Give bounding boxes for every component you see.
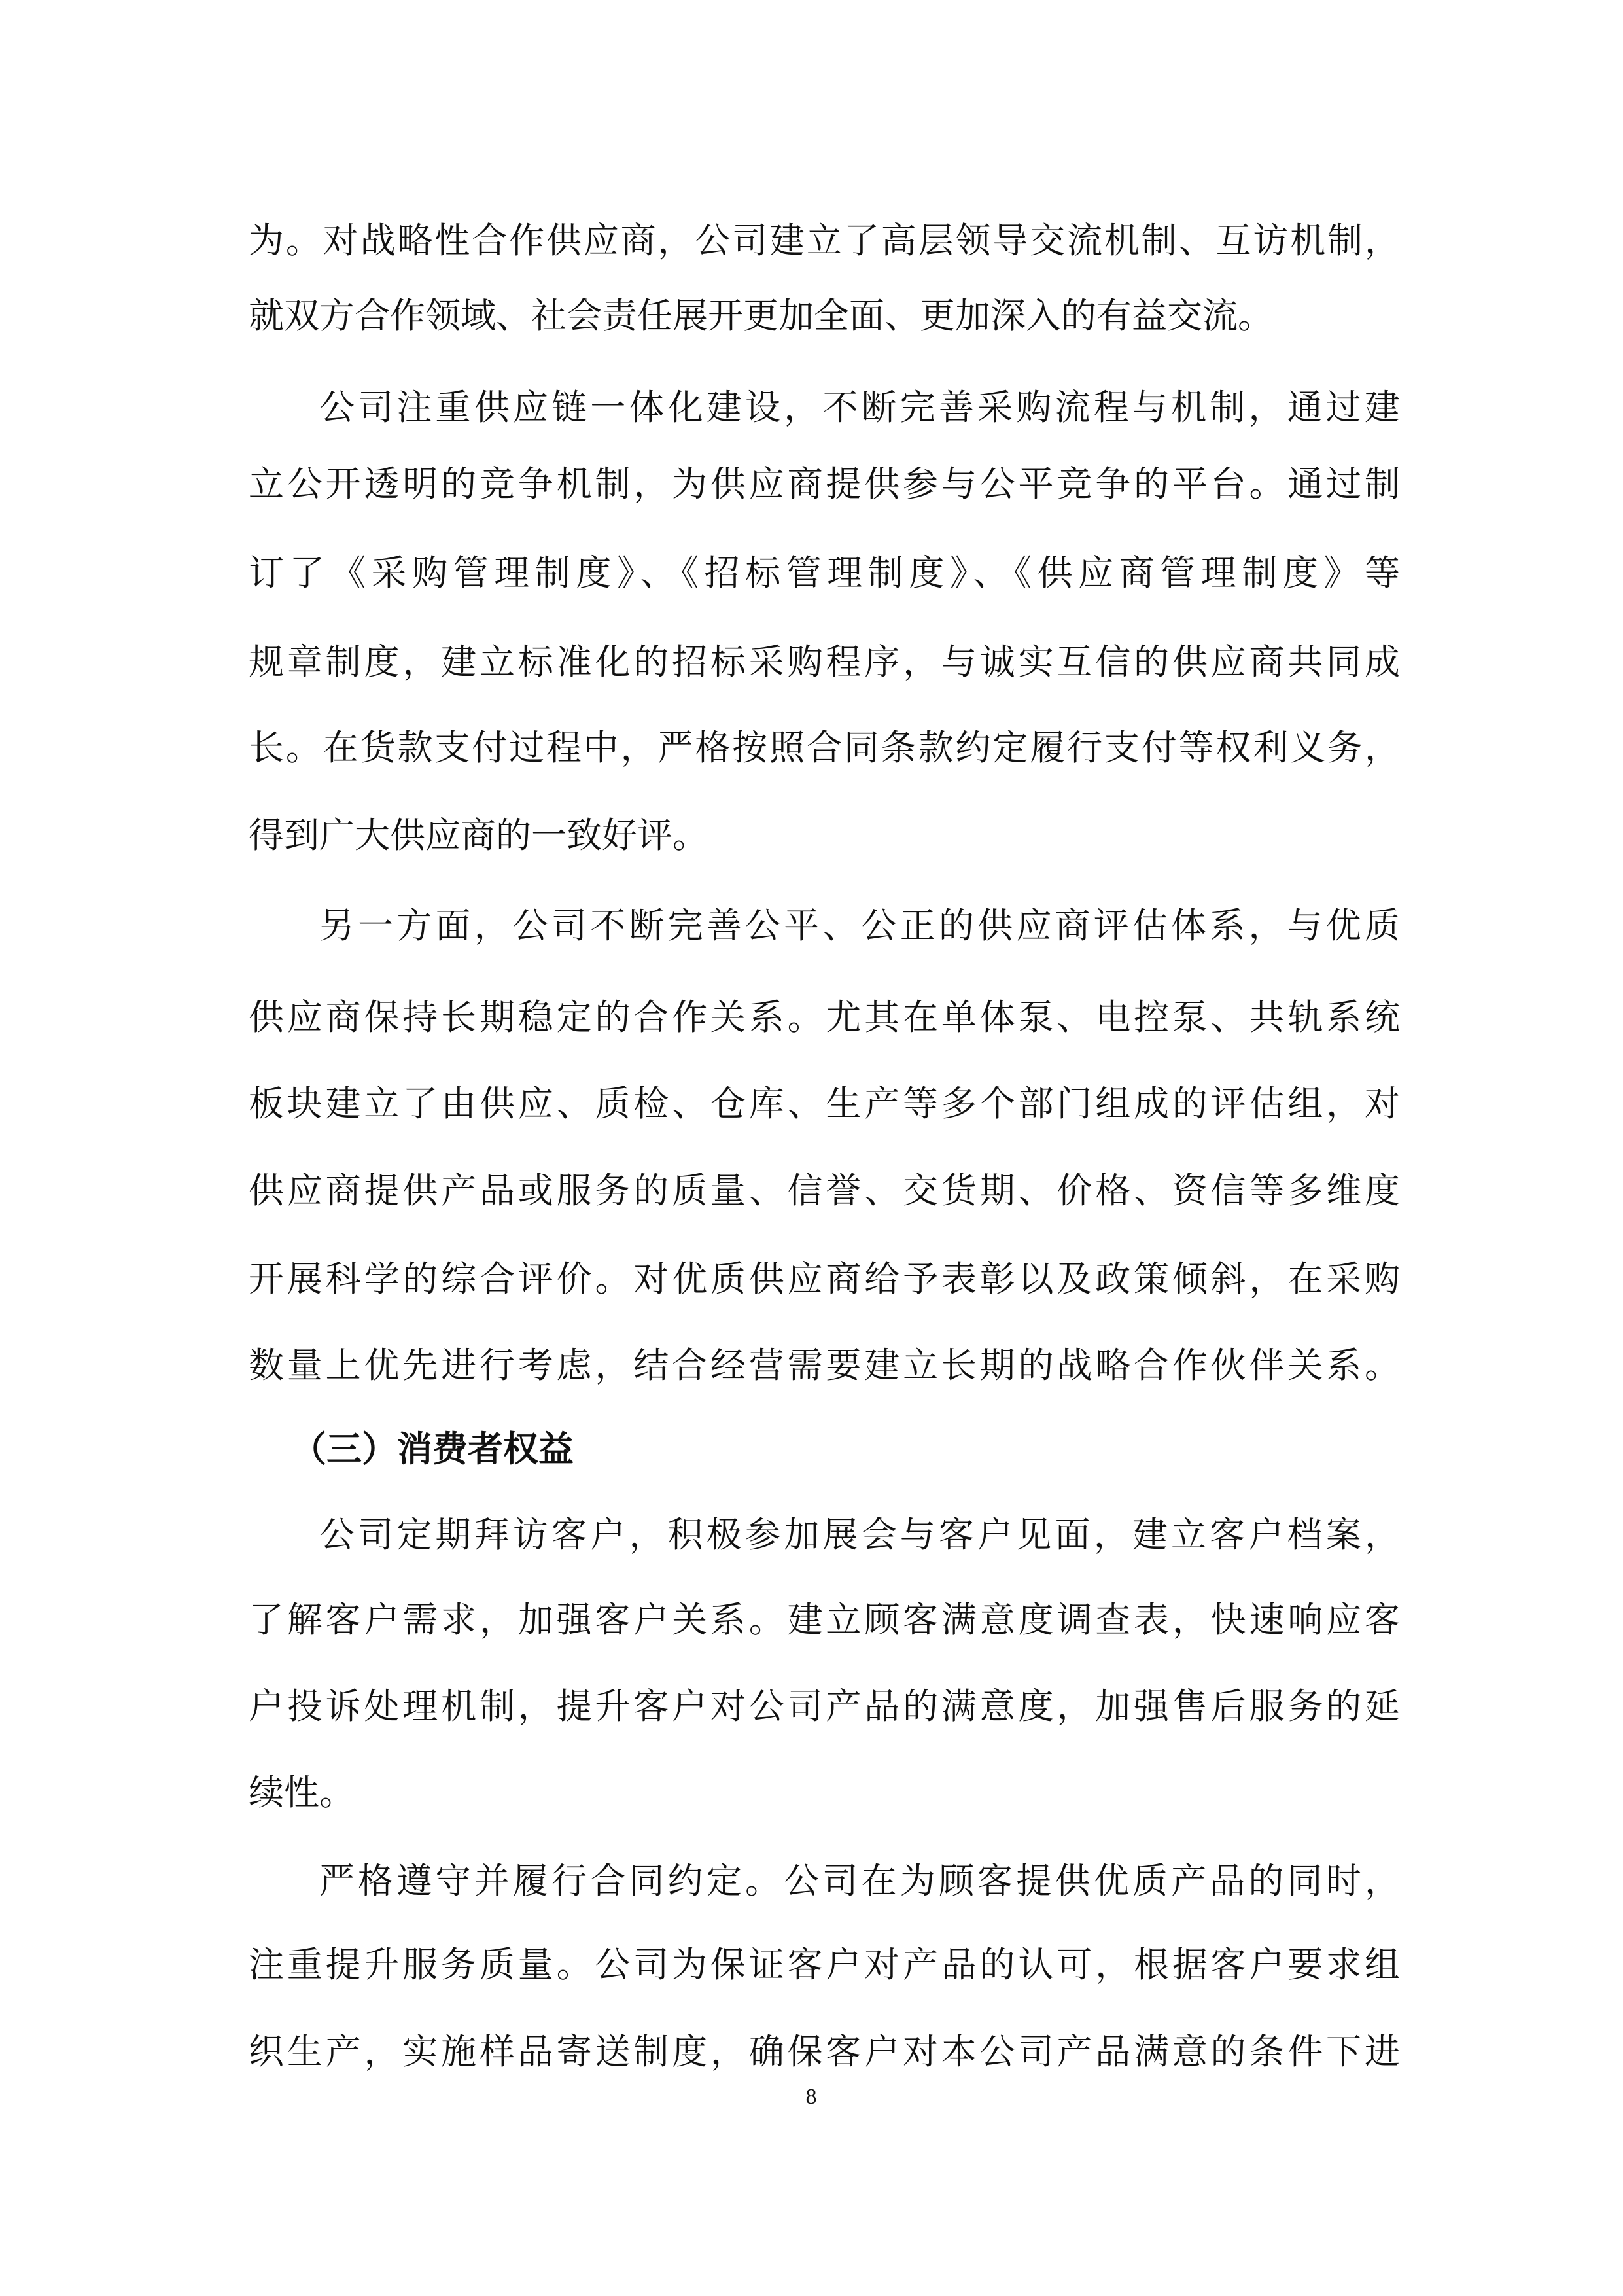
text-line: 供应商提供产品或服务的质量、信誉、交货期、价格、资信等多维度 bbox=[249, 1170, 1400, 1211]
page-number: 8 bbox=[805, 2085, 817, 2109]
section-heading: （三）消费者权益 bbox=[291, 1428, 574, 1470]
text-line: 订了《采购管理制度》、《招标管理制度》、《供应商管理制度》等 bbox=[249, 552, 1400, 593]
text-line: 织生产，实施样品寄送制度，确保客户对本公司产品满意的条件下进 bbox=[249, 2031, 1400, 2072]
text-line: 注重提升服务质量。公司为保证客户对产品的认可，根据客户要求组 bbox=[249, 1944, 1400, 1985]
text-line: 板块建立了由供应、质检、仓库、生产等多个部门组成的评估组，对 bbox=[249, 1083, 1400, 1124]
text-line: 公司注重供应链一体化建设，不断完善采购流程与机制，通过建 bbox=[319, 387, 1400, 428]
text-line: 规章制度，建立标准化的招标采购程序，与诚实互信的供应商共同成 bbox=[249, 641, 1400, 682]
text-line: 数量上优先进行考虑，结合经营需要建立长期的战略合作伙伴关系。 bbox=[249, 1345, 1400, 1386]
text-line: 长。在货款支付过程中，严格按照合同条款约定履行支付等权利义务， bbox=[249, 727, 1400, 768]
text-line: 供应商保持长期稳定的合作关系。尤其在单体泵、电控泵、共轨系统 bbox=[249, 997, 1400, 1038]
text-line: 了解客户需求，加强客户关系。建立顾客满意度调查表，快速响应客 bbox=[249, 1599, 1400, 1640]
text-line: 立公开透明的竞争机制，为供应商提供参与公平竞争的平台。通过制 bbox=[249, 463, 1400, 504]
text-line: 另一方面，公司不断完善公平、公正的供应商评估体系，与优质 bbox=[319, 905, 1400, 946]
text-line: 得到广大供应商的一致好评。 bbox=[249, 815, 708, 856]
text-line: 开展科学的综合评价。对优质供应商给予表彰以及政策倾斜，在采购 bbox=[249, 1258, 1400, 1299]
text-line: 公司定期拜访客户，积极参加展会与客户见面，建立客户档案， bbox=[319, 1514, 1400, 1555]
text-line: 就双方合作领域、社会责任展开更加全面、更加深入的有益交流。 bbox=[249, 295, 1273, 336]
text-line: 严格遵守并履行合同约定。公司在为顾客提供优质产品的同时， bbox=[319, 1860, 1400, 1901]
text-line: 续性。 bbox=[249, 1772, 355, 1813]
text-line: 户投诉处理机制，提升客户对公司产品的满意度，加强售后服务的延 bbox=[249, 1686, 1400, 1727]
text-line: 为。对战略性合作供应商，公司建立了高层领导交流机制、互访机制， bbox=[249, 220, 1400, 261]
